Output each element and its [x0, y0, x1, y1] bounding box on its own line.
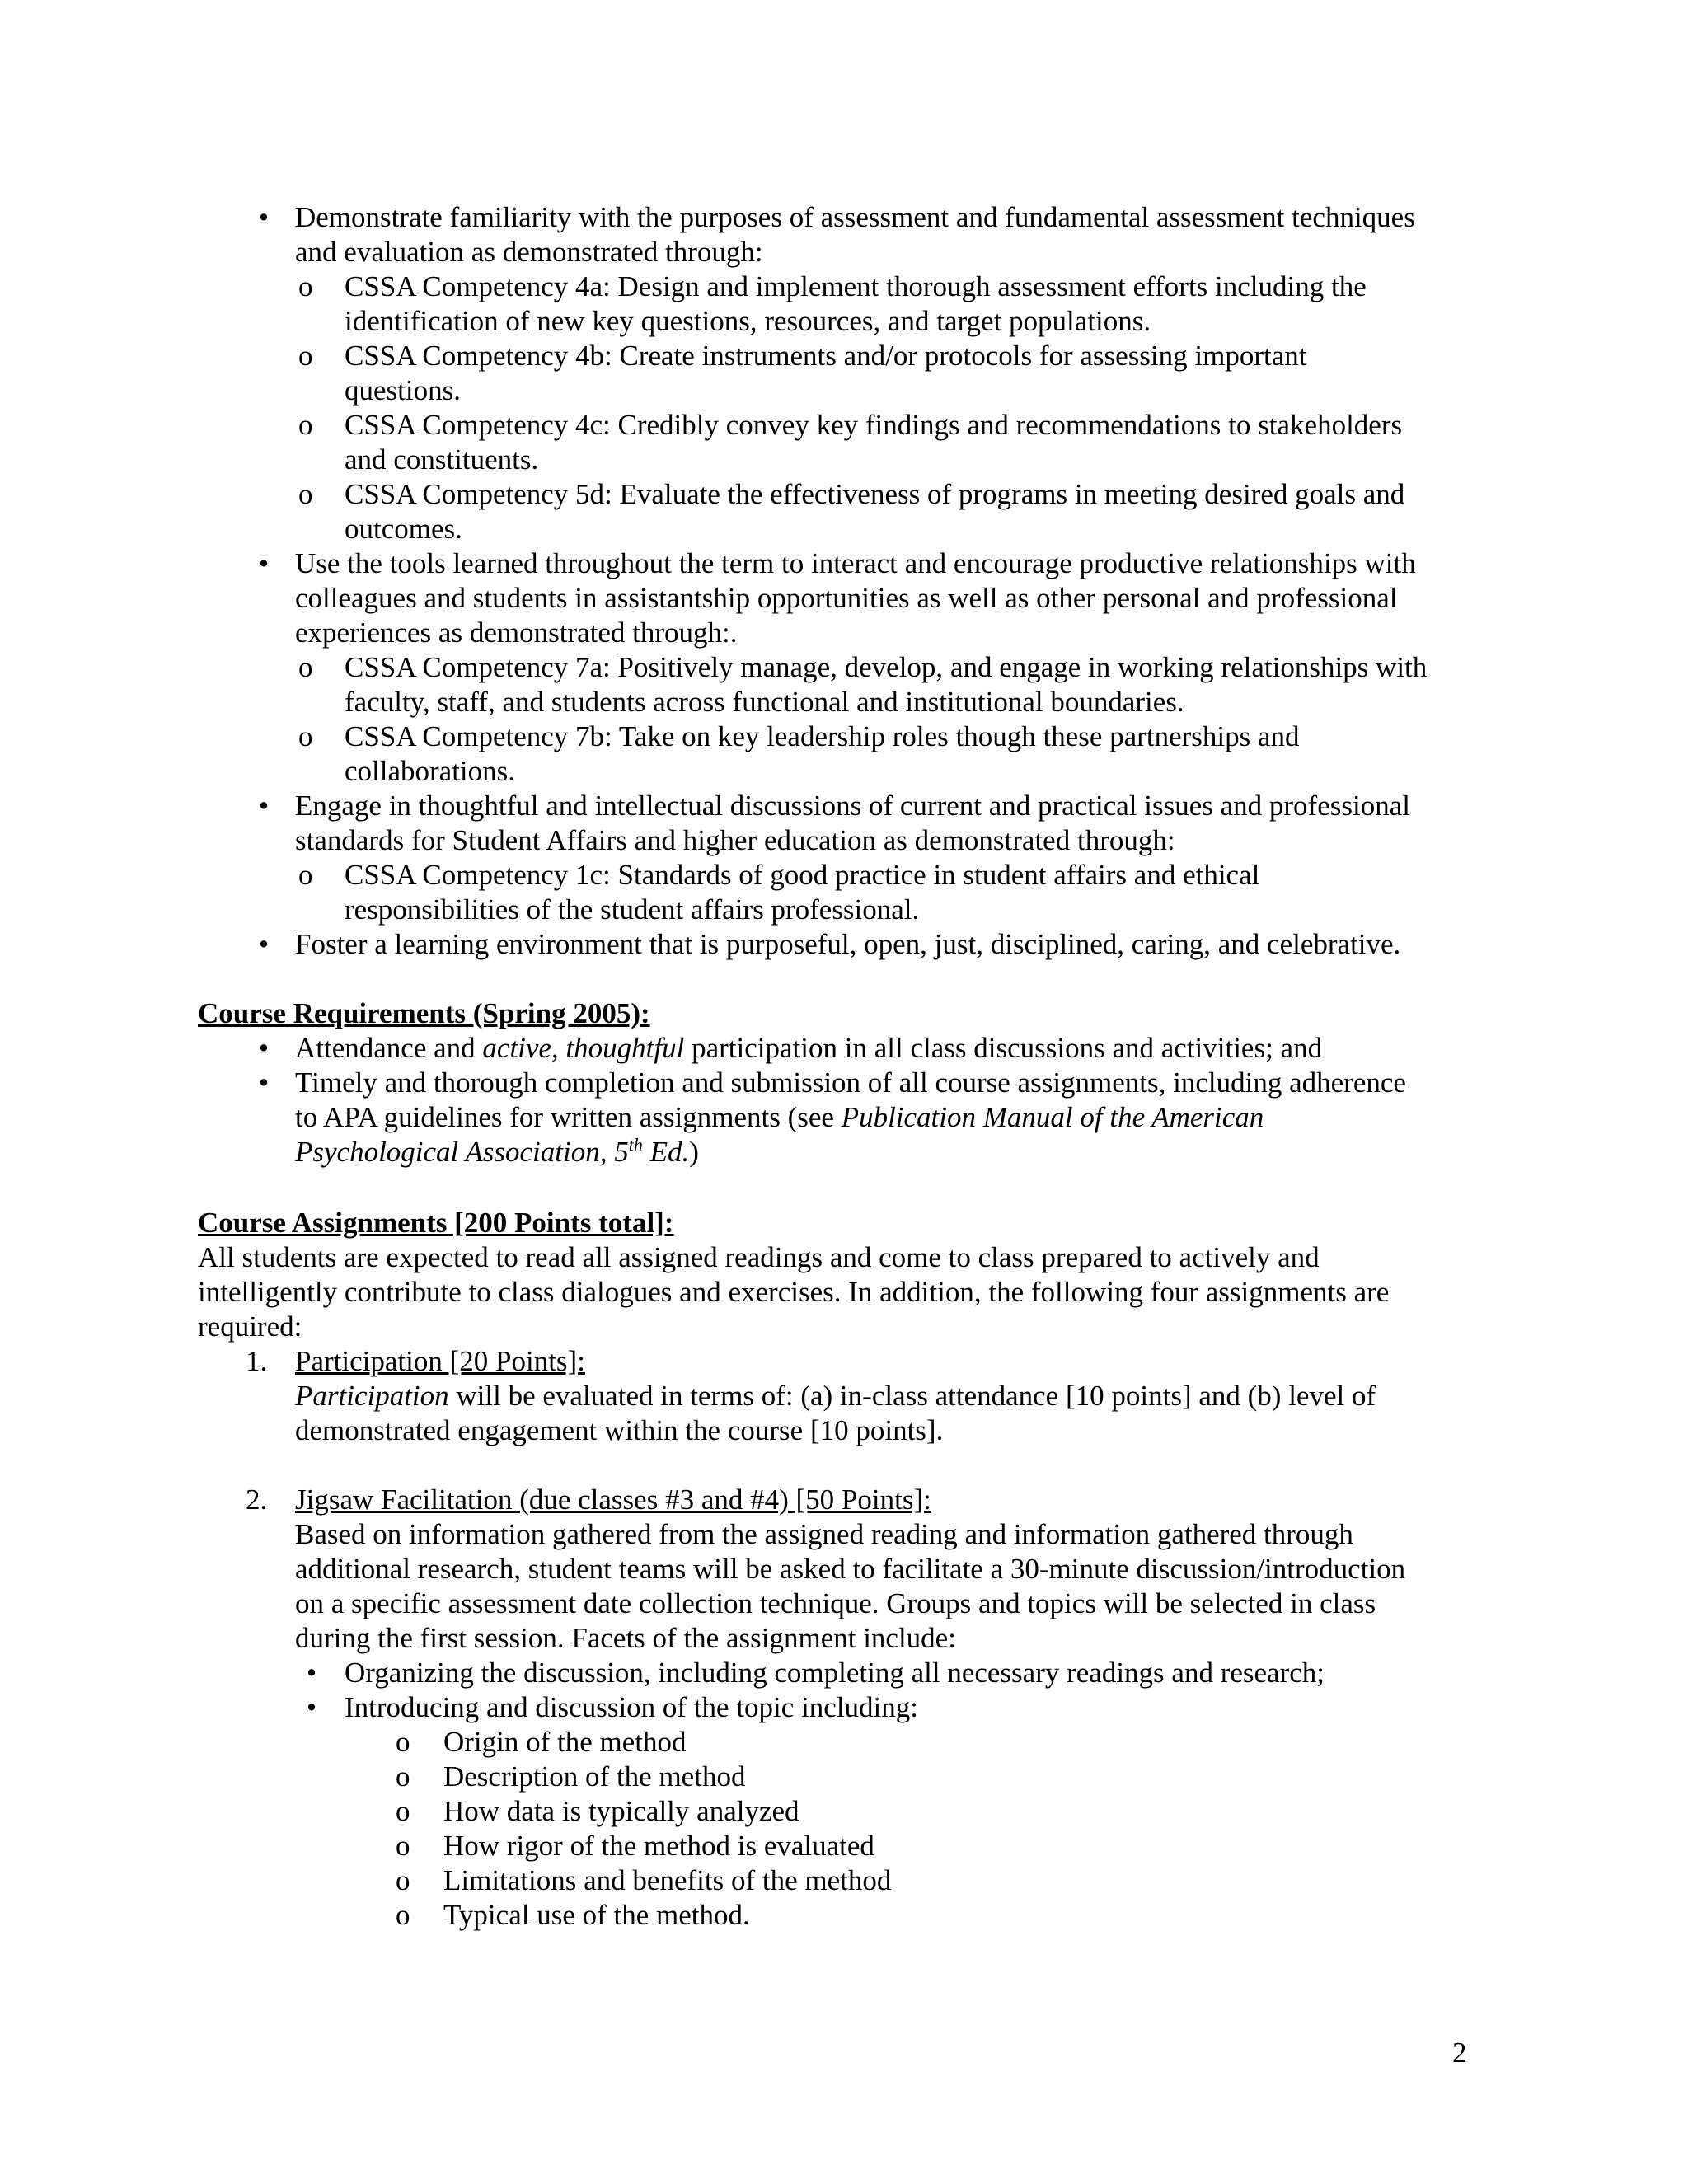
objectives-list: • Demonstrate familiarity with the purposes of assessment and fundamental assessment techniques and evaluation as demonstrated through: o CSSA Competency 4a: Design and implement thorough assessment efforts including the identification of new key questions, resources, and target populations. o CSSA Competency 4b: Create instruments and/or protocols for assessing important questions. o CSSA Competency 4c: Credibly convey key findings and recommendations to stakeholders and constituents. o CSSA Competency 5d: Evaluate the effectiveness of programs in meeting desired goals and outcomes. • Use the tools learned throughout the term to interact and encourage productive relationships with colleagues and students in assistantship opportunities as well as other personal and professional experiences as demonstrated through:. o CSSA Competency 7a: Positively manage, develop, and engage in working relationships with faculty, staff, and students across functional and institutional boundaries. o CSSA Competency 7b: Take on key leadership roles though these partnerships and collaborations. • Engage in thoughtful and intellectual discussions of current and practical issues and professional standards for Student Affairs and higher education as demonstrated through: o CSSA Competency 1c: Standards of good practice in student affairs and ethical responsibilities of the student affairs professional. • Foster a learning environment that is purposeful, open, just, disciplined, caring, and celebrative.	[198, 200, 1500, 962]
list-item: • Attendance and active, thoughtful participation in all class discussions and activities; and	[198, 1031, 1500, 1066]
circle-bullet-icon: o	[298, 651, 313, 683]
list-item: • Engage in thoughtful and intellectual discussions of current and practical issues and professional	[198, 789, 1500, 823]
list-item: • Foster a learning environment that is purposeful, open, just, disciplined, caring, and celebrative.	[198, 927, 1500, 962]
assignment-item: 1. Participation [20 Points]:	[246, 1345, 585, 1377]
intro-text: All students are expected to read all assigned readings and come to class prepared to actively and	[198, 1241, 1320, 1273]
sub-list-item: o CSSA Competency 4a: Design and implement thorough assessment efforts including the	[298, 270, 1367, 302]
sub-list-item: o Typical use of the method.	[396, 1899, 750, 1931]
bullet-icon: •	[258, 1066, 270, 1099]
sub-list-item: o CSSA Competency 1c: Standards of good practice in student affairs and ethical	[298, 859, 1260, 891]
circle-bullet-icon: o	[298, 340, 313, 372]
circle-bullet-icon: o	[298, 720, 313, 752]
circle-bullet-icon: o	[298, 478, 313, 510]
sub-list-item: o CSSA Competency 4c: Credibly convey key findings and recommendations to stakeholders	[298, 409, 1403, 441]
circle-bullet-icon: o	[298, 409, 313, 441]
bullet-icon: •	[306, 1657, 317, 1689]
circle-bullet-icon: o	[396, 1864, 410, 1896]
course-assignments-section: Course Assignments [200 Points total]: All students are expected to read all assigned readings and come to class prepared to actively and intelligently contribute to class dialogues and exercises. In addition, the following four assignments are required: 1. Participation [20 Points]: Participation will be evaluated in terms of: (a) in-class attendance [10 points] and (b) level of demonstrated engagement within the course [10 points]. 2. Jigsaw Facilitation (due classes #3 and #4) [50 Points]: Based on information gathered from the assigned reading and information gathered through additional research, student teams will be asked to facilitate a 30-minute discussion/introduction on a specific assessment date collection technique. Groups and topics will be selected in class during the first session. Facets of the assignment include: • Organizing the discussion, including completing all necessary readings and research; • Introducing and discussion of the topic including: o Origin of the method o Description of the method o How data is typically analyzed o How rigor of the method is evaluated o Limitations and benefits of the method o Typical use of the method.	[198, 1206, 1500, 1933]
assignment-title: Jigsaw Facilitation (due classes #3 and #4) [50 Points]:	[295, 1483, 931, 1516]
bullet-icon: •	[258, 1032, 270, 1064]
circle-bullet-icon: o	[298, 859, 313, 891]
sub-list-item: o Description of the method	[396, 1760, 746, 1793]
sub-list-item: o How rigor of the method is evaluated	[396, 1830, 874, 1862]
circle-bullet-icon: o	[396, 1899, 410, 1931]
section-heading: Course Requirements (Spring 2005):	[198, 997, 650, 1029]
assignment-title: Participation [20 Points]:	[295, 1345, 585, 1377]
section-heading: Course Assignments [200 Points total]:	[198, 1207, 674, 1239]
list-item: • Use the tools learned throughout the term to interact and encourage productive relationships with	[198, 546, 1500, 581]
page-number: 2	[1452, 2036, 1467, 2069]
circle-bullet-icon: o	[396, 1760, 410, 1793]
sub-list-item: o CSSA Competency 7a: Positively manage, develop, and engage in working relationships with	[298, 651, 1428, 683]
sub-list-item: o CSSA Competency 5d: Evaluate the effectiveness of programs in meeting desired goals and	[298, 478, 1405, 510]
list-item: • Demonstrate familiarity with the purposes of assessment and fundamental assessment techniques	[198, 200, 1500, 235]
circle-bullet-icon: o	[298, 270, 313, 302]
bullet-icon: •	[258, 790, 270, 822]
bullet-icon: •	[258, 201, 270, 233]
sub-list-item: o How data is typically analyzed	[396, 1795, 799, 1827]
sub-list-item: o CSSA Competency 4b: Create instruments and/or protocols for assessing important	[298, 340, 1307, 372]
circle-bullet-icon: o	[396, 1726, 410, 1758]
sub-list-item: o Origin of the method	[396, 1726, 687, 1758]
circle-bullet-icon: o	[396, 1830, 410, 1862]
list-item: • Organizing the discussion, including completing all necessary readings and research;	[198, 1656, 1500, 1690]
bullet-icon: •	[258, 547, 270, 579]
course-requirements-section: Course Requirements (Spring 2005): • Attendance and active, thoughtful participation in all class discussions and activities; and • Timely and thorough completion and submission of all course assignments, including adherence to APA guidelines for written assignments (see Publication Manual of the American Psychological Association, 5th Ed.)	[198, 996, 1500, 1169]
list-item: • Introducing and discussion of the topic including:	[198, 1690, 1500, 1725]
list-item: • Timely and thorough completion and submission of all course assignments, including adherence	[198, 1066, 1500, 1100]
sub-list-item: o Limitations and benefits of the method	[396, 1864, 892, 1896]
circle-bullet-icon: o	[396, 1795, 410, 1827]
bullet-icon: •	[258, 928, 270, 960]
sub-list-item: o CSSA Competency 7b: Take on key leadership roles though these partnerships and	[298, 720, 1300, 752]
assignment-item: 2. Jigsaw Facilitation (due classes #3 and #4) [50 Points]:	[246, 1483, 931, 1516]
bullet-icon: •	[306, 1691, 317, 1723]
